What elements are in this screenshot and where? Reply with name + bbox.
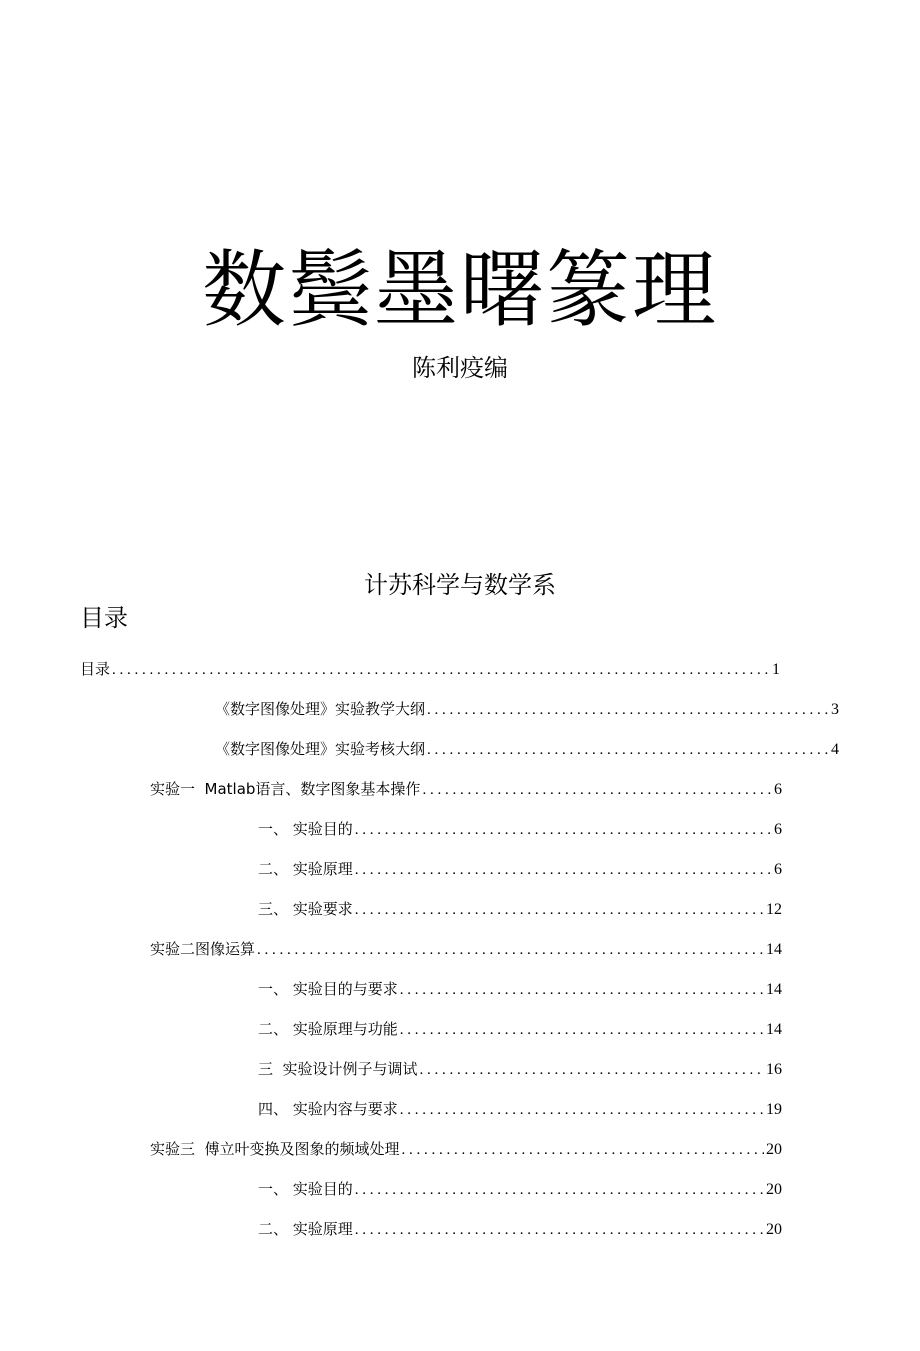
toc-dot-leader (427, 698, 829, 722)
toc-entry[interactable] (215, 737, 839, 761)
toc-entry-page: 1 (772, 661, 780, 678)
toc-entry-page: 3 (831, 701, 839, 718)
toc-entry-page: 6 (774, 861, 782, 878)
toc-entry-page: 14 (766, 941, 782, 958)
toc-entry[interactable] (258, 857, 782, 881)
toc-dot-leader (422, 778, 772, 802)
toc-dot-leader (400, 1018, 764, 1042)
department-line: 计苏科学与数学系 (364, 571, 556, 599)
toc-dot-leader (427, 738, 829, 762)
toc-dot-leader (257, 938, 764, 962)
toc-entry[interactable] (258, 1217, 782, 1241)
toc-entry-label: 实验三 傅立叶变换及图象的频域处理 (150, 1140, 400, 1158)
toc-entry-label: 一、 实验目的 (258, 1180, 353, 1198)
toc-entry-label: 目录 (80, 660, 111, 678)
author-line: 陈利疫编 (412, 354, 508, 382)
toc-entry-page: 12 (766, 901, 782, 918)
toc-dot-leader (402, 1138, 764, 1162)
toc-dot-leader (400, 978, 764, 1002)
toc-entry[interactable] (258, 977, 782, 1001)
toc-entry-page: 16 (766, 1061, 782, 1078)
toc-entry-page: 20 (766, 1181, 782, 1198)
toc-entry-page: 19 (766, 1101, 782, 1118)
toc-entry[interactable] (150, 1137, 782, 1161)
toc-entry-label: 《数字图像处理》实验教学大纲 (215, 700, 426, 718)
toc-entry[interactable] (258, 1177, 782, 1201)
toc-entry-page: 6 (774, 821, 782, 838)
toc-entry-label: 实验一 Matlab语言、数字图象基本操作 (150, 780, 421, 798)
toc-entry-label: 一、 实验目的与要求 (258, 980, 398, 998)
toc-dot-leader (355, 1178, 764, 1202)
toc-dot-leader (355, 1218, 764, 1242)
toc-entry[interactable] (258, 897, 782, 921)
toc-dot-leader (355, 898, 764, 922)
toc-entry-page: 6 (774, 781, 782, 798)
toc-entry-label: 四、 实验内容与要求 (258, 1100, 398, 1118)
toc-entry[interactable] (258, 817, 782, 841)
toc-dot-leader (355, 858, 772, 882)
toc-entry-page: 14 (766, 981, 782, 998)
document-title: 数鬓墨曙篆理 (201, 241, 718, 339)
toc-entry-label: 三、 实验要求 (258, 900, 353, 918)
toc-entry[interactable] (258, 1017, 782, 1041)
toc-dot-leader (420, 1058, 764, 1082)
toc-entry[interactable] (80, 657, 780, 681)
toc-entry[interactable] (150, 937, 782, 961)
toc-entry-page: 14 (766, 1021, 782, 1038)
toc-entry-page: 4 (831, 741, 839, 758)
toc-entry-label: 《数字图像处理》实验考核大纲 (215, 740, 426, 758)
toc-entry[interactable] (258, 1057, 782, 1081)
toc-entry[interactable] (150, 777, 782, 801)
toc-dot-leader (355, 818, 772, 842)
toc-entry[interactable] (258, 1097, 782, 1121)
toc-entry-page: 20 (766, 1221, 782, 1238)
toc-dot-leader (112, 658, 770, 682)
toc-entry[interactable] (215, 697, 839, 721)
toc-heading: 目录 (80, 604, 128, 632)
toc-entry-label: 二、 实验原理 (258, 1220, 353, 1238)
toc-entry-label: 三 实验设计例子与调试 (258, 1060, 418, 1078)
toc-entry-page: 20 (766, 1141, 782, 1158)
toc-entry-label: 二、 实验原理 (258, 860, 353, 878)
toc-dot-leader (400, 1098, 764, 1122)
toc-entry-label: 二、 实验原理与功能 (258, 1020, 398, 1038)
toc-entry-label: 实验二图像运算 (150, 940, 256, 958)
toc-entry-label: 一、 实验目的 (258, 820, 353, 838)
